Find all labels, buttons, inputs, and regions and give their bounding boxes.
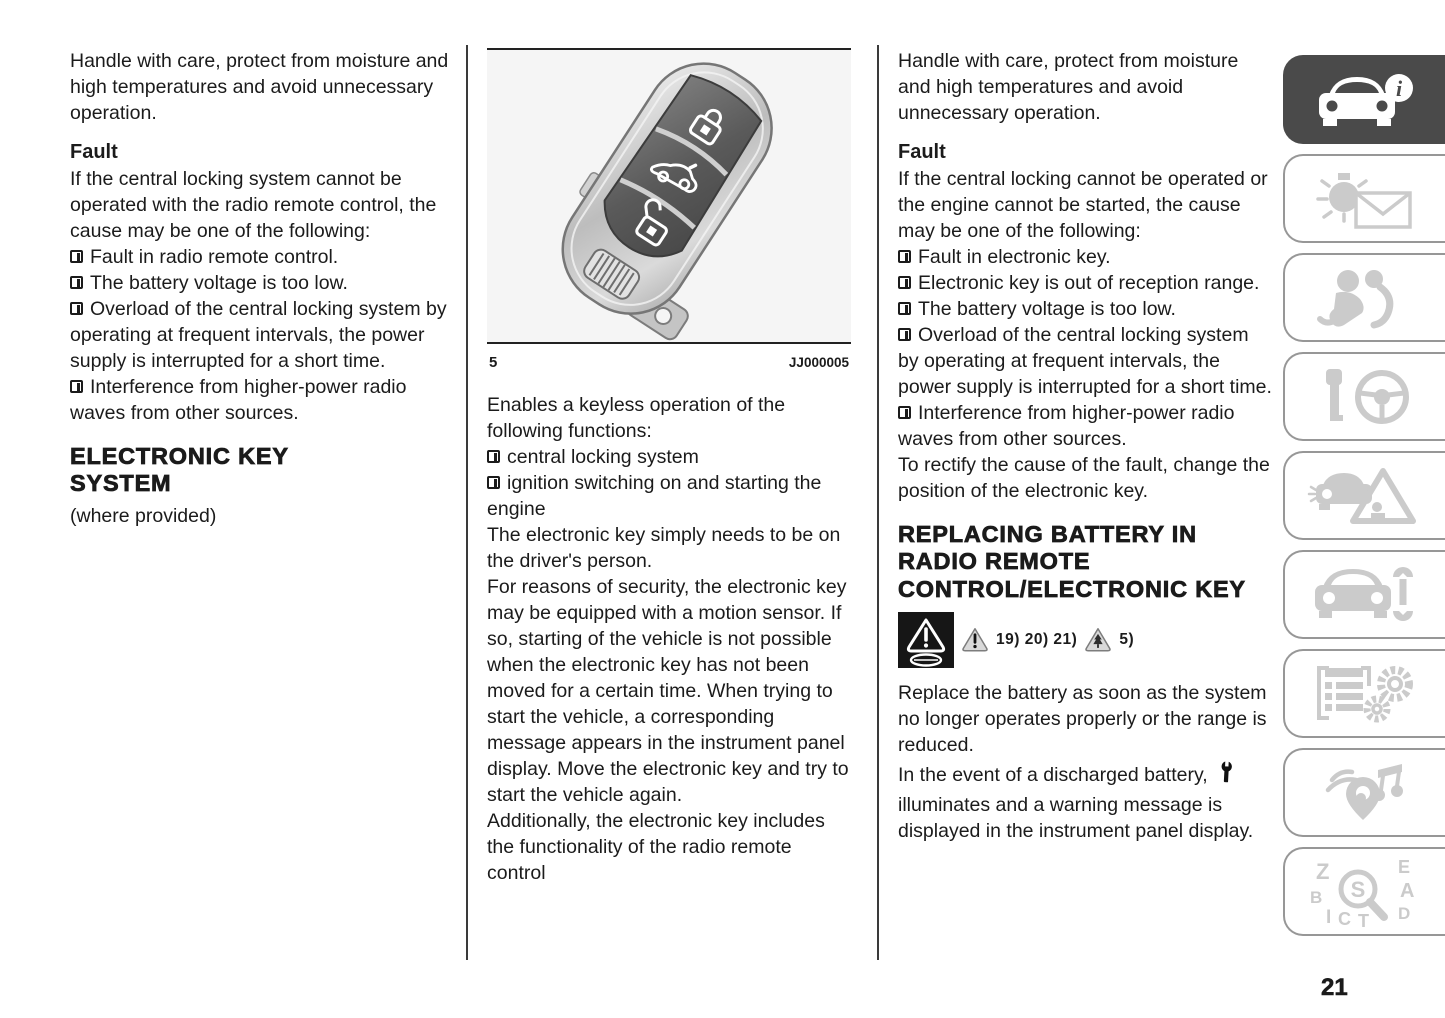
square-bullet-icon	[898, 250, 911, 263]
mid-paragraph-1: The electronic key simply needs to be on the driver's person.	[487, 524, 841, 572]
section-heading-replacing-battery: REPLACING BATTERY IN RADIO REMOTE CONTROL/ELECTRONIC KEY	[898, 521, 1246, 602]
list-item: The battery voltage is too low.	[898, 296, 1274, 322]
wrench-warning-lamp-icon	[1213, 758, 1240, 792]
mid-enables-intro: Enables a keyless operation of the following functions:	[487, 394, 786, 442]
square-bullet-icon	[70, 276, 83, 289]
list-item: central locking system	[487, 444, 851, 470]
warning-lights-icon	[1310, 167, 1420, 231]
right-column	[898, 48, 1274, 844]
list-item: Fault in radio remote control.	[70, 244, 466, 270]
sidebar-tab-multimedia[interactable]	[1283, 748, 1445, 837]
square-bullet-icon	[898, 328, 911, 341]
car-wrench-icon	[1307, 563, 1423, 627]
right-fault-list	[898, 244, 1274, 452]
svg-text:C: C	[1338, 908, 1351, 927]
right-fault-intro: If the central locking cannot be operated or the engine cannot be started, the cause may be one of the following:	[898, 168, 1268, 242]
mid-paragraph-3: Additionally, the electronic key includes the functionality of the radio remote control	[487, 810, 825, 884]
page-number: 21	[1321, 974, 1348, 1001]
list-item: ignition switching on and starting the engine	[487, 472, 822, 520]
left-fault-heading: Fault	[70, 141, 118, 163]
square-bullet-icon	[70, 380, 83, 393]
sidebar-tab-emergency[interactable]	[1283, 451, 1445, 540]
sidebar-tab-starting-driving[interactable]	[1283, 352, 1445, 441]
list-item: Overload of the central locking system by operating at frequent intervals, the power supply is interrupted for a short time.	[898, 324, 1272, 398]
sidebar-tab-servicing[interactable]	[1283, 550, 1445, 639]
multimedia-note-signal-icon	[1310, 760, 1420, 826]
key-fob-illustration-icon	[487, 50, 849, 344]
mid-functions-list	[487, 444, 851, 522]
environment-triangle-icon	[1084, 626, 1112, 653]
battery-warning-icon	[898, 612, 954, 668]
svg-text:I: I	[1326, 906, 1332, 927]
svg-text:S: S	[1350, 876, 1366, 902]
square-bullet-icon	[898, 276, 911, 289]
list-item: Electronic key is out of reception range.	[898, 270, 1274, 296]
specs-list-gears-icon	[1309, 662, 1421, 726]
square-bullet-icon	[70, 302, 83, 315]
figure-number: 5	[489, 354, 498, 371]
square-bullet-icon	[70, 250, 83, 263]
emergency-triangle-car-icon	[1307, 463, 1423, 529]
square-bullet-icon	[487, 450, 500, 463]
car-info-icon	[1305, 69, 1425, 131]
svg-text:D: D	[1398, 903, 1411, 923]
section-heading-electronic-key-system: ELECTRONIC KEY SYSTEM	[70, 443, 289, 497]
right-rectify: To rectify the cause of the fault, change the position of the electronic key.	[898, 454, 1270, 502]
left-column	[70, 48, 466, 529]
right-paragraph-1: Replace the battery as soon as the system no longer operates properly or the range is reduced.	[898, 681, 1267, 756]
svg-text:A: A	[1400, 879, 1415, 902]
sidebar-tab-safety[interactable]	[1283, 253, 1445, 342]
svg-text:i: i	[1395, 75, 1403, 101]
svg-text:Z: Z	[1316, 858, 1330, 884]
square-bullet-icon	[898, 302, 911, 315]
right-paragraph-2: In the event of a discharged battery, illuminates and a warning message is displayed in the instrument panel display.	[898, 758, 1274, 844]
key-fob-figure	[487, 48, 851, 344]
list-item: Interference from higher-power radio waves from other sources.	[70, 376, 407, 424]
column-divider	[877, 45, 879, 960]
middle-column	[487, 48, 851, 886]
sidebar-tab-warning-lights[interactable]	[1283, 154, 1445, 243]
left-fault-list	[70, 244, 466, 426]
environment-note-ref: 5)	[1119, 630, 1135, 648]
mid-paragraph-2: For reasons of security, the electronic key may be equipped with a motion sensor. If so, starting of the vehicle is not possible when the electronic key has not been moved for a certain time. When trying to start the vehicle, a corresponding message appears in the instrument panel display. Move the electronic key and try to start the vehicle again.	[487, 576, 849, 806]
sidebar-tab-car-info[interactable]	[1283, 55, 1445, 144]
left-fault-intro: If the central locking system cannot be operated with the radio remote control, the cause may be one of the following:	[70, 168, 437, 242]
svg-text:B: B	[1310, 887, 1323, 907]
figure-code: JJ000005	[788, 355, 849, 370]
square-bullet-icon	[898, 406, 911, 419]
list-item: Fault in electronic key.	[898, 244, 1274, 270]
svg-text:E: E	[1398, 856, 1411, 877]
sidebar-tab-technical-data[interactable]	[1283, 649, 1445, 738]
sidebar-tab-index[interactable]	[1283, 847, 1445, 936]
airbag-safety-icon	[1310, 265, 1420, 331]
list-item: Interference from higher-power radio waves from other sources.	[898, 402, 1235, 450]
right-fault-heading: Fault	[898, 141, 946, 163]
list-item: The battery voltage is too low.	[70, 270, 466, 296]
exclamation-triangle-icon	[961, 626, 989, 653]
left-section-sub: (where provided)	[70, 504, 217, 527]
warning-note-refs: 19) 20) 21)	[996, 630, 1078, 648]
warning-icons-row	[898, 612, 1274, 668]
column-divider	[466, 45, 468, 960]
list-item: Overload of the central locking system by operating at frequent intervals, the power supply is interrupted for a short time.	[70, 298, 447, 372]
svg-text:T: T	[1358, 910, 1369, 927]
square-bullet-icon	[487, 476, 500, 489]
right-intro: Handle with care, protect from moisture and high temperatures and avoid unnecessary operation.	[898, 50, 1239, 124]
index-search-icon	[1306, 857, 1424, 927]
left-intro: Handle with care, protect from moisture and high temperatures and avoid unnecessary operation.	[70, 50, 449, 124]
figure-caption-row	[487, 344, 851, 378]
key-steering-wheel-icon	[1310, 365, 1420, 429]
